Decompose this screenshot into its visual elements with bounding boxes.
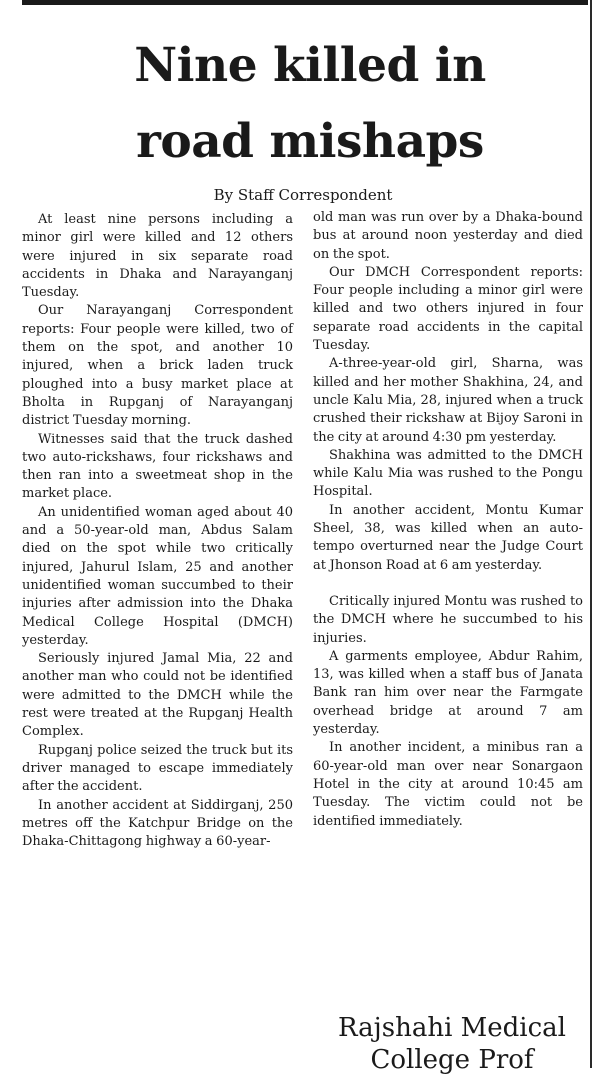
headline-line-2: road mishaps	[136, 114, 484, 169]
paragraph: In another accident at Siddirganj, 250 metres off the Katchpur Bridge on the Dhaka-Chittagong highway a 60-year-	[22, 797, 293, 850]
article-left-column	[22, 211, 293, 851]
paragraph: In another incident, a minibus ran a 60-year-old man over near Sonargaon Hotel in the city at around 10:45 am Tuesday. The victim could not be identified immediately.	[313, 740, 583, 829]
headline-line-1: Nine killed in	[134, 38, 486, 93]
paragraph: Witnesses said that the truck dashed two auto-rickshaws, four rickshaws and then ran into a sweetmeat shop in the market place.	[22, 431, 293, 502]
top-rule	[22, 0, 588, 5]
paragraph: Rupganj police seized the truck but its driver managed to escape immediately after the accident.	[22, 742, 293, 795]
next-article-headline	[312, 1012, 592, 1076]
next-article-headline-line-2: College Prof	[370, 1045, 534, 1075]
paragraph: In another accident, Montu Kumar Sheel, 38, was killed when an auto-tempo overturned near the Judge Court at Jhonson Road at 6 am yesterday.	[313, 502, 583, 573]
paragraph: Critically injured Montu was rushed to the DMCH where he succumbed to his injuries.	[313, 593, 583, 646]
paragraph: A garments employee, Abdur Rahim, 13, was killed when a staff bus of Janata Bank ran him over near the Farmgate overhead bridge at around 7 am yesterday.	[313, 648, 583, 738]
paragraph-continuation: old man was run over by a Dhaka-bound bus at around noon yesterday and died on the spot.	[313, 210, 583, 262]
paragraph: A-three-year-old girl, Sharna, was killed and her mother Shakhina, 24, and uncle Kalu Mia, 28, injured when a truck crushed their rickshaw at Bijoy Saroni in the city at around 4:30 pm yesterday.	[313, 356, 583, 445]
next-article-headline-line-1: Rajshahi Medical	[338, 1013, 566, 1043]
paragraph: An unidentified woman aged about 40 and a 50-year-old man, Abdus Salam died on the spot while two critically injured, Jahurul Islam, 25 and another unidentified woman succumbed to their injuries after admission into the Dhaka Medical College Hospital (DMCH) yesterday.	[22, 504, 293, 648]
paragraph: Our DMCH Correspondent reports: Four people including a minor girl were killed and two others injured in four separate road accidents in the capital Tuesday.	[313, 264, 583, 354]
paragraph: Seriously injured Jamal Mia, 22 and another man who could not be identified were admitted to the DMCH while the rest were treated at the Rupganj Health Complex.	[22, 651, 293, 740]
article-right-column	[313, 209, 583, 831]
paragraph: Our Narayanganj Correspondent reports: Four people were killed, two of them on the spot, and another 10 injured, when a brick laden truck ploughed into a busy market place at Bholta in Rupganj of Narayanganj district Tuesday morning.	[22, 303, 293, 429]
paragraph: Shakhina was admitted to the DMCH while Kalu Mia was rushed to the Pongu Hospital.	[313, 447, 583, 500]
paragraph: At least nine persons including a minor girl were killed and 12 others were injured in six separate road accidents in Dhaka and Narayanganj Tuesday.	[22, 212, 293, 301]
byline: By Staff Correspondent	[213, 186, 393, 204]
